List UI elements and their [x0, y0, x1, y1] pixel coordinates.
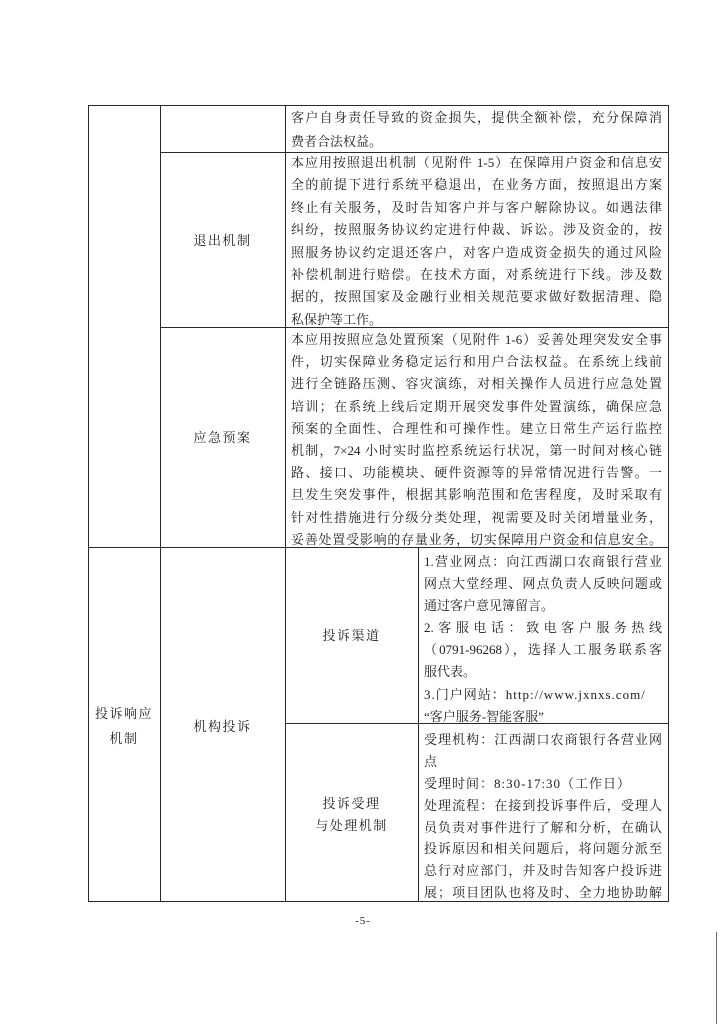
institution-complaint-label: 机构投诉 [193, 719, 252, 734]
text-line: 机制，7×24 小时实时监控系统运行状况，第一时间对核心链 [291, 442, 662, 458]
text-line: 培训；在系统上线后定期开展突发事件处置演练，确保应急 [291, 398, 662, 414]
emergency-plan-label: 应急预案 [193, 430, 252, 445]
text-line: 照服务协议约定退还客户，对客户造成资金损失的通过风险 [291, 244, 662, 260]
text-line: 点 [424, 753, 438, 769]
text-line: 进行全链路压测、容灾演练，对相关操作人员进行应急处置 [291, 376, 662, 392]
column-divider [160, 105, 161, 902]
text-line: 路、接口、功能模块、硬件资源等的异常情况进行告警。一 [291, 465, 662, 481]
text-line: 投诉原因和相关问题后，将问题分派至 [424, 841, 662, 857]
text-line: 本应用按照退出机制（见附件 1-5）在保障用户资金和信息安 [291, 155, 662, 170]
text-line: 2.客服电话：致电客户服务热线 [424, 620, 662, 636]
compensation-text [291, 106, 662, 153]
label-line: 投诉受理 [322, 796, 381, 811]
emergency-plan-text [291, 329, 662, 551]
column-divider [418, 547, 419, 902]
text-line: 受理时间：8:30-17:30（工作日） [424, 775, 632, 791]
text-line: 1.营业网点：向江西湖口农商银行营业 [424, 554, 662, 569]
text-line: 针对性措施进行分级分类处理，视需要及时关闭增量业务， [291, 509, 662, 525]
text-line: （0791-96268），选择人工服务联系客 [424, 642, 662, 658]
table-right-border [668, 105, 669, 902]
text-line: 客户自身责任导致的资金损失，提供全额补偿，充分保障消 [291, 110, 662, 125]
text-line: 本应用按照应急处置预案（见附件 1-6）妥善处理突发安全事 [291, 332, 662, 347]
text-line: 费者合法权益。 [291, 133, 383, 149]
text-line: 私保护等工作。 [291, 311, 383, 327]
text-line: 终止有关服务，及时告知客户并与客户解除协议。如遇法律 [291, 199, 662, 215]
text-line: 预案的全面性、合理性和可操作性。建立日常生产运行监控 [291, 420, 662, 436]
page-number: -5- [355, 915, 371, 927]
text-line: 补偿机制进行赔偿。在技术方面，对系统进行下线。涉及数 [291, 266, 662, 282]
text-line: 妥善处置受影响的存量业务，切实保障用户资金和信息安全。 [291, 531, 662, 547]
label-line: 与处理机制 [315, 818, 388, 833]
exit-mechanism-label: 退出机制 [193, 233, 252, 248]
text-line: 3.门户网站：http://www.jxnxs.com/ [424, 686, 646, 702]
text-line: 受理机构：江西湖口农商银行各营业网 [424, 732, 662, 747]
text-line: 件，切实保障业务稳定运行和用户合法权益。在系统上线前 [291, 354, 662, 370]
text-line: 展；项目团队也将及时、全力地协助解 [424, 885, 662, 901]
complaint-channels-text [424, 551, 662, 728]
complaint-response-mechanism-label [88, 701, 160, 751]
text-line: 据的，按照国家及金融行业相关规范要求做好数据清理、隐 [291, 289, 662, 305]
complaint-handling-text [424, 729, 662, 904]
complaint-handling-label [285, 793, 418, 837]
text-line: 通过客户意见簿留言。 [424, 598, 555, 614]
exit-mechanism-text [291, 152, 662, 331]
text-line: 处理流程：在接到投诉事件后，受理人 [424, 797, 662, 813]
table-left-border [88, 105, 89, 902]
complaint-channels-label: 投诉渠道 [322, 628, 381, 643]
text-line: 总行对应部门，并及时告知客户投诉进 [424, 863, 662, 879]
text-line: 服代表。 [424, 664, 477, 680]
text-line: 员负责对事件进行了解和分析，在确认 [424, 819, 662, 835]
label-line: 投诉响应 [94, 706, 153, 721]
text-line: “客户服务-智能客服” [424, 708, 544, 724]
scan-edge-line [716, 932, 717, 1024]
text-line: 网点大堂经理、网点负责人反映问题或 [424, 576, 662, 592]
column-divider [285, 105, 286, 902]
label-line: 机制 [109, 731, 139, 746]
text-line: 纠纷，按照服务协议约定进行仲裁、诉讼。涉及资金的，按 [291, 222, 662, 238]
text-line: 全的前提下进行系统平稳退出，在业务方面，按照退出方案 [291, 177, 662, 193]
text-line: 旦发生突发事件，根据其影响范围和危害程度，及时采取有 [291, 487, 662, 503]
